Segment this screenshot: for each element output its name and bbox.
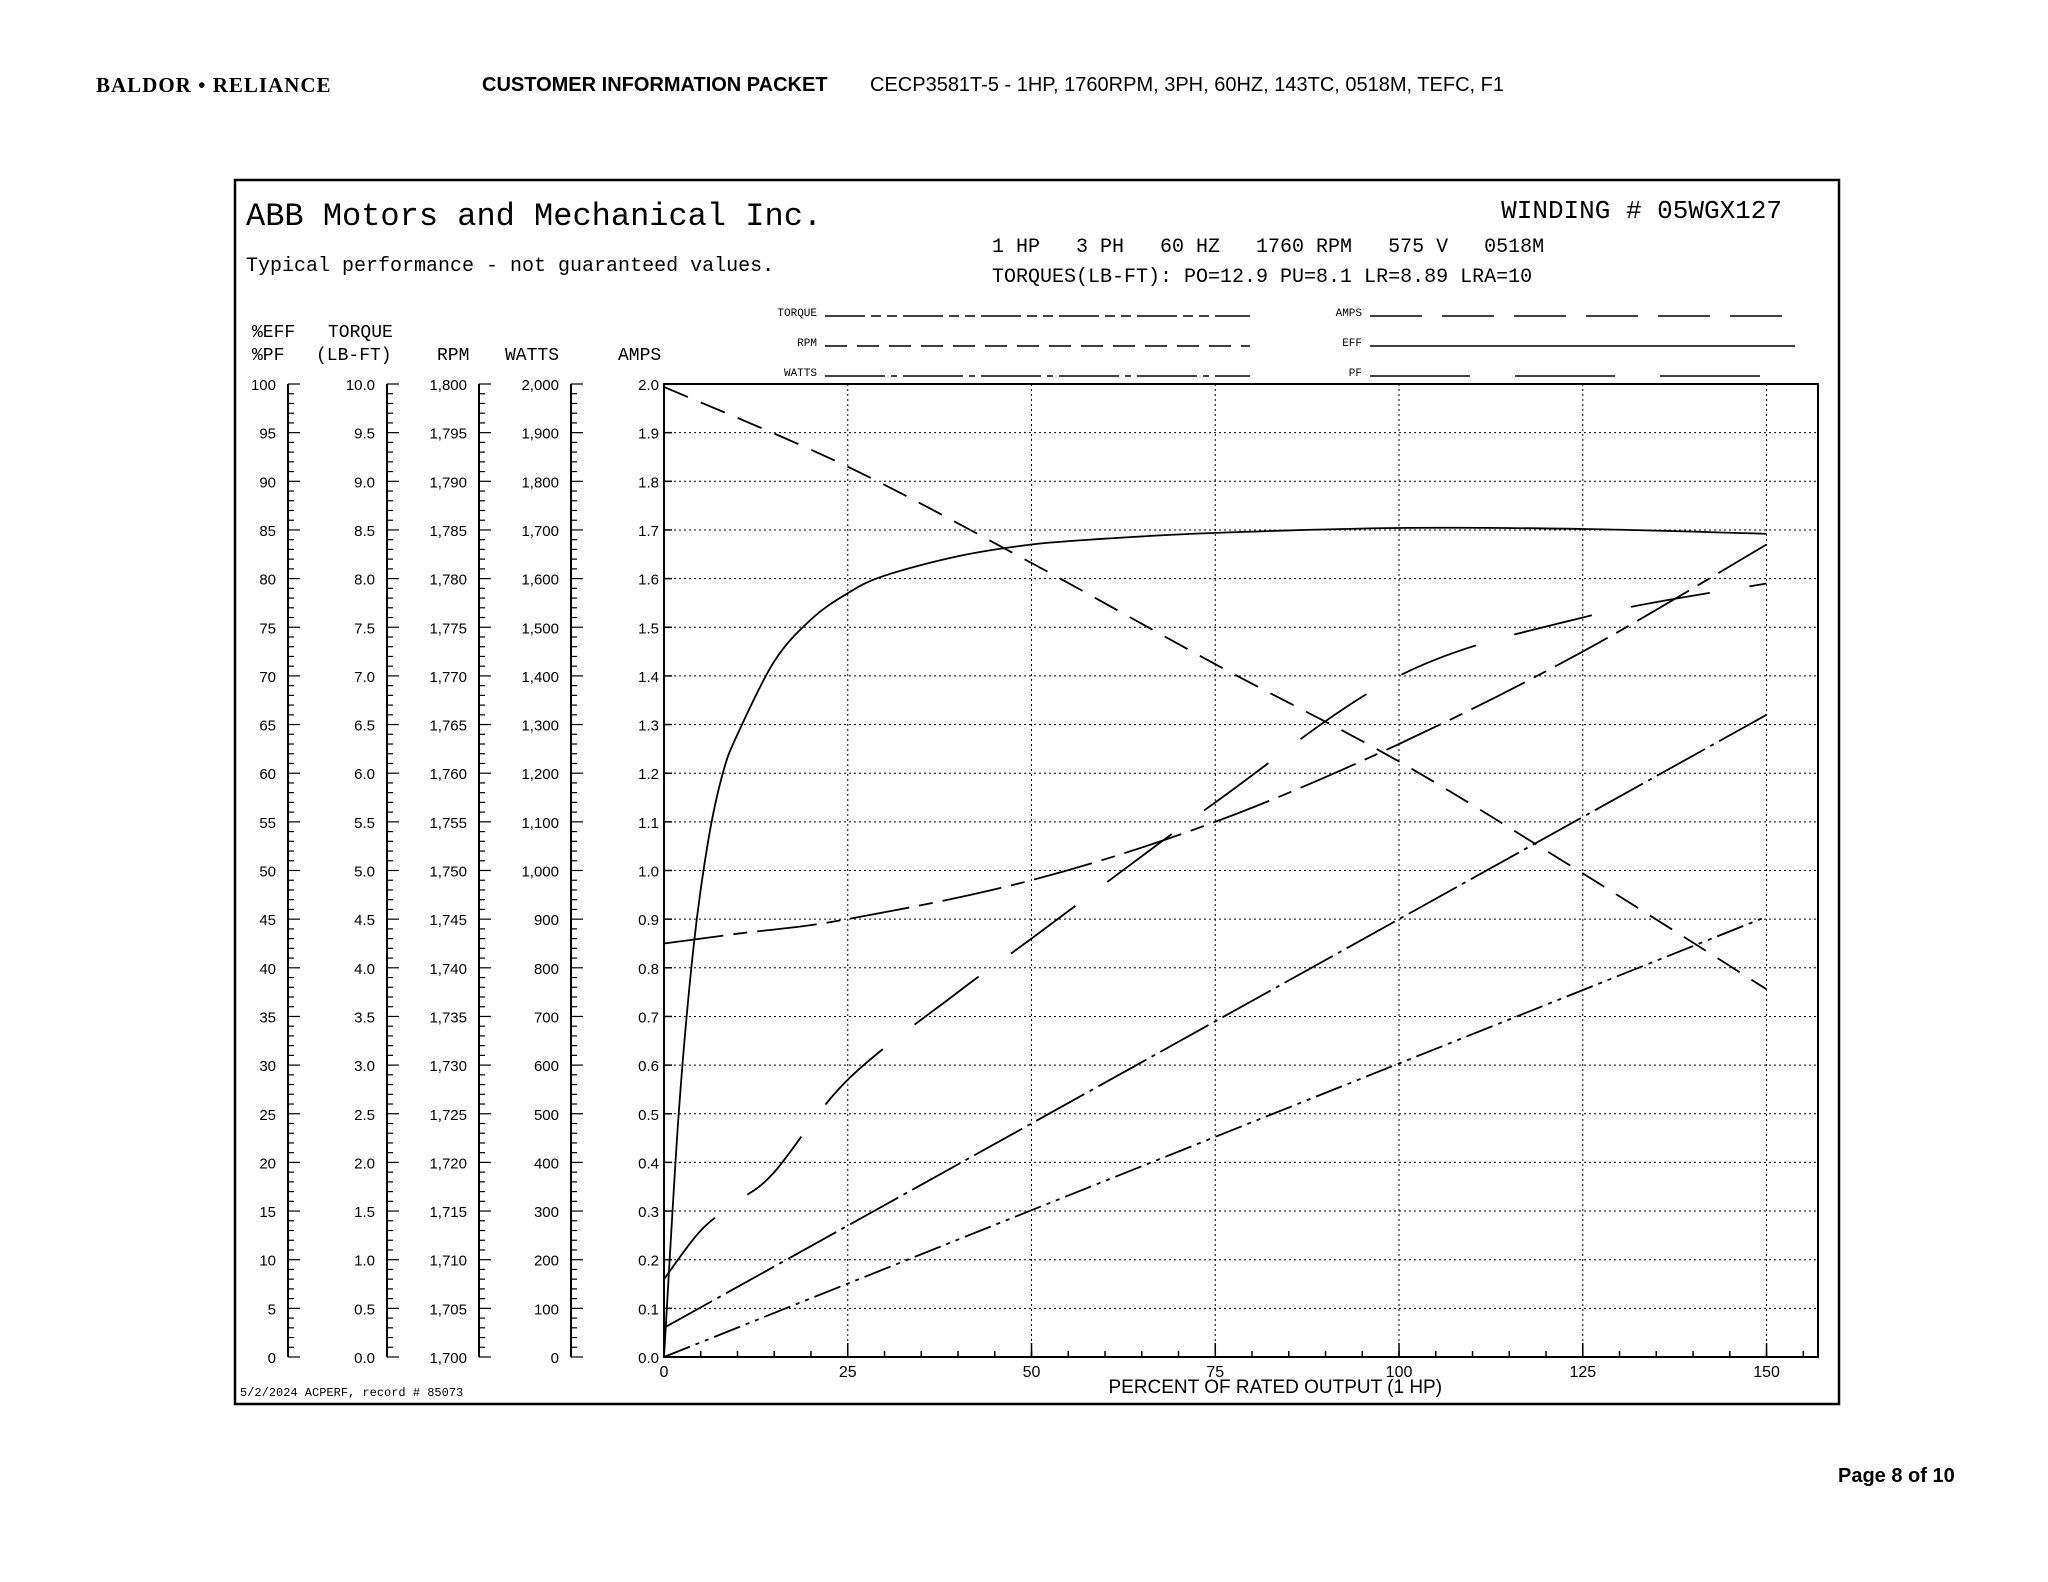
amps-tick-label: 1.7 [638, 522, 659, 540]
watts-tick-label: 1,100 [521, 814, 559, 832]
eff_pf-tick-label: 15 [259, 1204, 276, 1222]
watts-tick-label: 1,500 [521, 620, 559, 638]
rpm-tick-label: 1,720 [429, 1155, 467, 1173]
amps-tick-label: 1.5 [638, 620, 659, 638]
amps-scale-title: AMPS [618, 346, 662, 366]
brand-logo-text: BALDOR • RELIANCE [96, 73, 332, 97]
torque-tick-label: 2.5 [354, 1106, 375, 1124]
amps-tick-label: 1.1 [638, 814, 659, 832]
eff_pf-tick-label: 50 [259, 863, 276, 881]
rpm-tick-label: 1,710 [429, 1252, 467, 1270]
legend-pf-label: PF [1348, 368, 1362, 380]
torque-specs: TORQUES(LB-FT): PO=12.9 PU=8.1 LR=8.89 LRA=10 [992, 266, 1533, 289]
torque-tick-label: 4.5 [354, 912, 375, 930]
amps-tick-label: 0.9 [638, 912, 659, 930]
rpm-tick-label: 1,800 [429, 377, 467, 394]
x-tick-label: 0 [659, 1364, 669, 1381]
watts-tick-label: 100 [533, 1301, 559, 1319]
rpm-tick-label: 1,795 [429, 425, 467, 443]
amps-tick-label: 0.7 [638, 1009, 659, 1027]
torque-scale-title: TORQUE [328, 323, 393, 343]
eff_pf-tick-label: 20 [259, 1155, 276, 1173]
legend-rpm-label: RPM [797, 338, 817, 350]
pf-scale-title: %PF [252, 346, 285, 366]
x-tick-label: 25 [838, 1364, 857, 1381]
watts-tick-label: 1,900 [521, 425, 559, 443]
eff_pf-tick-label: 5 [267, 1301, 276, 1319]
legend-watts-label: WATTS [783, 368, 817, 380]
amps-tick-label: 1.0 [638, 863, 659, 881]
watts-tick-label: 1,300 [521, 717, 559, 735]
company-name: ABB Motors and Mechanical Inc. [246, 198, 823, 235]
watts-tick-label: 300 [533, 1204, 559, 1222]
torque-tick-label: 8.5 [354, 522, 375, 540]
eff_pf-tick-label: 10 [259, 1252, 276, 1270]
rpm-tick-label: 1,730 [429, 1058, 467, 1076]
torque-tick-label: 9.5 [354, 425, 375, 443]
rpm-tick-label: 1,715 [429, 1204, 467, 1222]
plot-area [660, 384, 1818, 1398]
eff_pf-tick-label: 85 [259, 522, 276, 540]
watts-scale-title: WATTS [505, 346, 560, 366]
x-tick-label: 50 [1022, 1364, 1041, 1381]
watts-tick-label: 500 [533, 1106, 559, 1124]
eff_pf-tick-label: 30 [259, 1058, 276, 1076]
watts-tick-label: 900 [533, 912, 559, 930]
eff_pf-tick-label: 80 [259, 571, 276, 589]
eff_pf-tick-label: 70 [259, 668, 276, 686]
amps-tick-label: 0.4 [638, 1155, 659, 1173]
watts-tick-label: 1,200 [521, 766, 559, 784]
rpm-tick-label: 1,780 [429, 571, 467, 589]
amps-tick-label: 1.8 [638, 474, 659, 492]
torque-tick-label: 1.5 [354, 1204, 375, 1222]
legend-amps-label: AMPS [1335, 308, 1362, 320]
torque-tick-label: 5.0 [354, 863, 375, 881]
torque-tick-label: 5.5 [354, 814, 375, 832]
amps-tick-label: 0.6 [638, 1058, 659, 1076]
eff_pf-tick-label: 100 [250, 377, 276, 394]
chart-frame [235, 180, 1839, 1404]
eff-curve [664, 528, 1767, 1357]
watts-tick-label: 400 [533, 1155, 559, 1173]
torque-tick-label: 3.0 [354, 1058, 375, 1076]
rpm-tick-label: 1,700 [429, 1350, 467, 1367]
rpm-tick-label: 1,750 [429, 863, 467, 881]
y-scales [251, 377, 672, 1367]
eff_pf-tick-label: 25 [259, 1106, 276, 1124]
watts-tick-label: 1,800 [521, 474, 559, 492]
rpm-tick-label: 1,760 [429, 766, 467, 784]
eff_pf-tick-label: 60 [259, 766, 276, 784]
watts-tick-label: 0 [550, 1350, 559, 1367]
amps-tick-label: 2.0 [638, 377, 659, 394]
watts-tick-label: 2,000 [521, 377, 559, 394]
x-tick-label: 100 [1385, 1364, 1413, 1381]
torque-tick-label: 0.0 [354, 1350, 375, 1367]
legend-torque-label: TORQUE [777, 308, 817, 320]
rpm-tick-label: 1,765 [429, 717, 467, 735]
watts-tick-label: 800 [533, 960, 559, 978]
watts-tick-label: 1,600 [521, 571, 559, 589]
x-tick-label: 75 [1206, 1364, 1225, 1381]
eff_pf-tick-label: 45 [259, 912, 276, 930]
torque-tick-label: 7.5 [354, 620, 375, 638]
watts-tick-label: 200 [533, 1252, 559, 1270]
amps-tick-label: 1.6 [638, 571, 659, 589]
eff_pf-tick-label: 65 [259, 717, 276, 735]
record-footer: 5/2/2024 ACPERF, record # 85073 [240, 1386, 464, 1400]
eff_pf-tick-label: 75 [259, 620, 276, 638]
watts-tick-label: 600 [533, 1058, 559, 1076]
x-tick-label: 125 [1569, 1364, 1597, 1381]
eff_pf-tick-label: 0 [267, 1350, 276, 1367]
rpm-tick-label: 1,770 [429, 668, 467, 686]
chart-subtitle: Typical performance - not guaranteed values. [246, 255, 775, 278]
torque-tick-label: 8.0 [354, 571, 375, 589]
eff-scale-title: %EFF [252, 323, 296, 343]
torque-tick-label: 10.0 [345, 377, 375, 394]
eff_pf-tick-label: 40 [259, 960, 276, 978]
amps-tick-label: 1.2 [638, 766, 659, 784]
rpm-tick-label: 1,790 [429, 474, 467, 492]
rpm-scale-title: RPM [437, 346, 470, 366]
rpm-tick-label: 1,705 [429, 1301, 467, 1319]
packet-title: CUSTOMER INFORMATION PACKET [482, 74, 828, 96]
winding-number: WINDING # 05WGX127 [1501, 196, 1782, 226]
amps-tick-label: 0.3 [638, 1204, 659, 1222]
amps-tick-label: 0.5 [638, 1106, 659, 1124]
amps-tick-label: 0.1 [638, 1301, 659, 1319]
torque-tick-label: 3.5 [354, 1009, 375, 1027]
amps-tick-label: 0.2 [638, 1252, 659, 1270]
rpm-tick-label: 1,785 [429, 522, 467, 540]
page-number: Page 8 of 10 [1838, 1465, 1955, 1487]
amps-tick-label: 1.3 [638, 717, 659, 735]
eff_pf-tick-label: 90 [259, 474, 276, 492]
amps-tick-label: 1.9 [638, 425, 659, 443]
watts-tick-label: 1,400 [521, 668, 559, 686]
chart-legend [777, 308, 1795, 380]
torque-tick-label: 1.0 [354, 1252, 375, 1270]
torque-tick-label: 7.0 [354, 668, 375, 686]
x-tick-label: 150 [1753, 1364, 1780, 1381]
eff_pf-tick-label: 35 [259, 1009, 276, 1027]
torque-tick-label: 0.5 [354, 1301, 375, 1319]
model-description: CECP3581T-5 - 1HP, 1760RPM, 3PH, 60HZ, 143TC, 0518M, TEFC, F1 [870, 74, 1504, 96]
torque-tick-label: 9.0 [354, 474, 375, 492]
x-axis-label: PERCENT OF RATED OUTPUT (1 HP) [1108, 1377, 1443, 1398]
watts-tick-label: 1,700 [521, 522, 559, 540]
legend-eff-label: EFF [1342, 338, 1362, 350]
watts-tick-label: 1,000 [521, 863, 559, 881]
rpm-tick-label: 1,775 [429, 620, 467, 638]
amps-tick-label: 0.8 [638, 960, 659, 978]
eff_pf-tick-label: 95 [259, 425, 276, 443]
amps-tick-label: 1.4 [638, 668, 659, 686]
rpm-tick-label: 1,725 [429, 1106, 467, 1124]
torque-tick-label: 6.5 [354, 717, 375, 735]
rpm-tick-label: 1,755 [429, 814, 467, 832]
torque-tick-label: 4.0 [354, 960, 375, 978]
amps-tick-label: 0.0 [638, 1350, 659, 1367]
rpm-curve [664, 387, 1767, 989]
rpm-tick-label: 1,745 [429, 912, 467, 930]
torque-tick-label: 6.0 [354, 766, 375, 784]
torque-unit-title: (LB-FT) [316, 346, 392, 366]
motor-specs: 1 HP 3 PH 60 HZ 1760 RPM 575 V 0518M [992, 236, 1545, 259]
rpm-tick-label: 1,735 [429, 1009, 467, 1027]
watts-tick-label: 700 [533, 1009, 559, 1027]
torque-tick-label: 2.0 [354, 1155, 375, 1173]
rpm-tick-label: 1,740 [429, 960, 467, 978]
eff_pf-tick-label: 55 [259, 814, 276, 832]
